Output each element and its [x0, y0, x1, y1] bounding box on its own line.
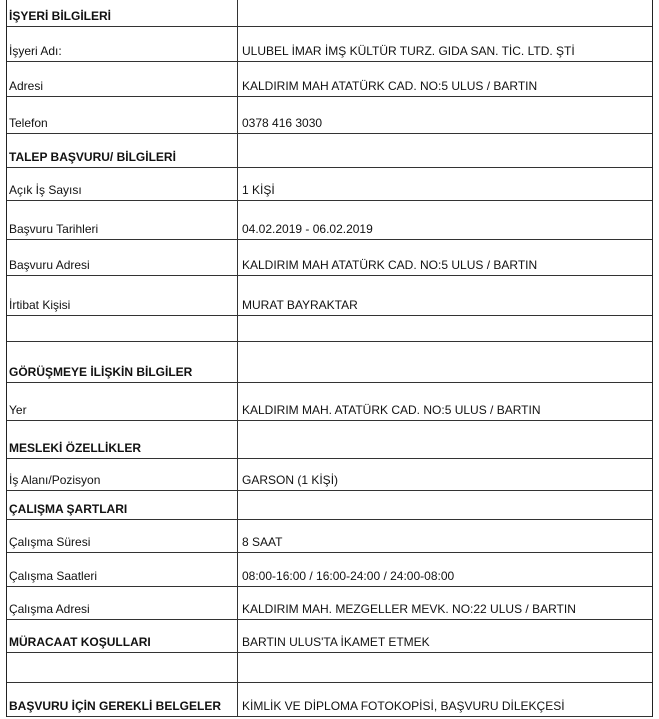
field-value: 04.02.2019 - 06.02.2019 [242, 222, 373, 236]
field-row [7, 240, 652, 276]
field-label: Çalışma Saatleri [9, 569, 98, 583]
field-value: 8 SAAT [242, 535, 283, 549]
field-row [7, 587, 652, 620]
field-value: KALDIRIM MAH. MEZGELLER MEVK. NO:22 ULUS / BARTIN [242, 602, 576, 616]
section-header-row [7, 683, 652, 717]
field-label: Başvuru Tarihleri [9, 222, 99, 236]
field-row [7, 316, 652, 342]
field-label: İrtibat Kişisi [9, 298, 71, 312]
field-label: Açık İş Sayısı [9, 183, 82, 197]
field-label: MÜRACAAT KOŞULLARI [9, 635, 151, 649]
field-label: ÇALIŞMA ŞARTLARI [9, 502, 128, 516]
field-row [7, 168, 652, 201]
field-label: TALEP BAŞVURU/ BİLGİLERİ [9, 150, 176, 164]
section-header-row [7, 620, 652, 653]
field-value: KİMLİK VE DİPLOMA FOTOKOPİSİ, BAŞVURU DİLEKÇESİ [242, 699, 565, 713]
field-row [7, 27, 652, 62]
field-label: Başvuru Adresi [9, 258, 90, 272]
field-value: GARSON (1 KİŞİ) [242, 473, 339, 487]
field-label: GÖRÜŞMEYE İLİŞKİN BİLGİLER [9, 365, 193, 379]
section-header-row [7, 0, 652, 27]
field-row [7, 383, 652, 421]
field-value: BARTIN ULUS'TA İKAMET ETMEK [242, 635, 430, 649]
field-label: İş Alanı/Pozisyon [9, 473, 101, 487]
field-label: Çalışma Süresi [9, 535, 91, 549]
field-label: BAŞVURU İÇİN GEREKLİ BELGELER [9, 699, 222, 713]
field-row [7, 553, 652, 587]
field-value: ULUBEL İMAR İMŞ KÜLTÜR TURZ. GIDA SAN. TİC. LTD. ŞTİ [242, 44, 575, 58]
field-value: 08:00-16:00 / 16:00-24:00 / 24:00-08:00 [242, 569, 455, 583]
field-row [7, 62, 652, 97]
field-value: 1 KİŞİ [242, 183, 275, 197]
job-posting-table [6, 0, 653, 717]
field-value: KALDIRIM MAH ATATÜRK CAD. NO:5 ULUS / BARTIN [242, 258, 538, 272]
field-value: KALDIRIM MAH ATATÜRK CAD. NO:5 ULUS / BARTIN [242, 79, 538, 93]
field-value: 0378 416 3030 [242, 116, 323, 130]
field-label: İŞYERİ BİLGİLERİ [9, 9, 112, 23]
field-label: Telefon [9, 116, 48, 130]
field-label: Yer [9, 403, 27, 417]
section-header-row [7, 342, 652, 383]
section-header-row [7, 421, 652, 459]
field-value: KALDIRIM MAH. ATATÜRK CAD. NO:5 ULUS / BARTIN [242, 403, 541, 417]
field-row [7, 653, 652, 683]
field-label: Çalışma Adresi [9, 602, 90, 616]
field-row [7, 520, 652, 553]
field-label: İşyeri Adı: [9, 44, 62, 58]
section-header-row [7, 134, 652, 168]
section-header-row [7, 491, 652, 520]
field-row [7, 459, 652, 491]
field-row [7, 276, 652, 316]
field-label: Adresi [9, 79, 44, 93]
field-row [7, 97, 652, 134]
field-value: MURAT BAYRAKTAR [242, 298, 358, 312]
field-label: MESLEKİ ÖZELLİKLER [9, 441, 141, 455]
field-row [7, 201, 652, 240]
